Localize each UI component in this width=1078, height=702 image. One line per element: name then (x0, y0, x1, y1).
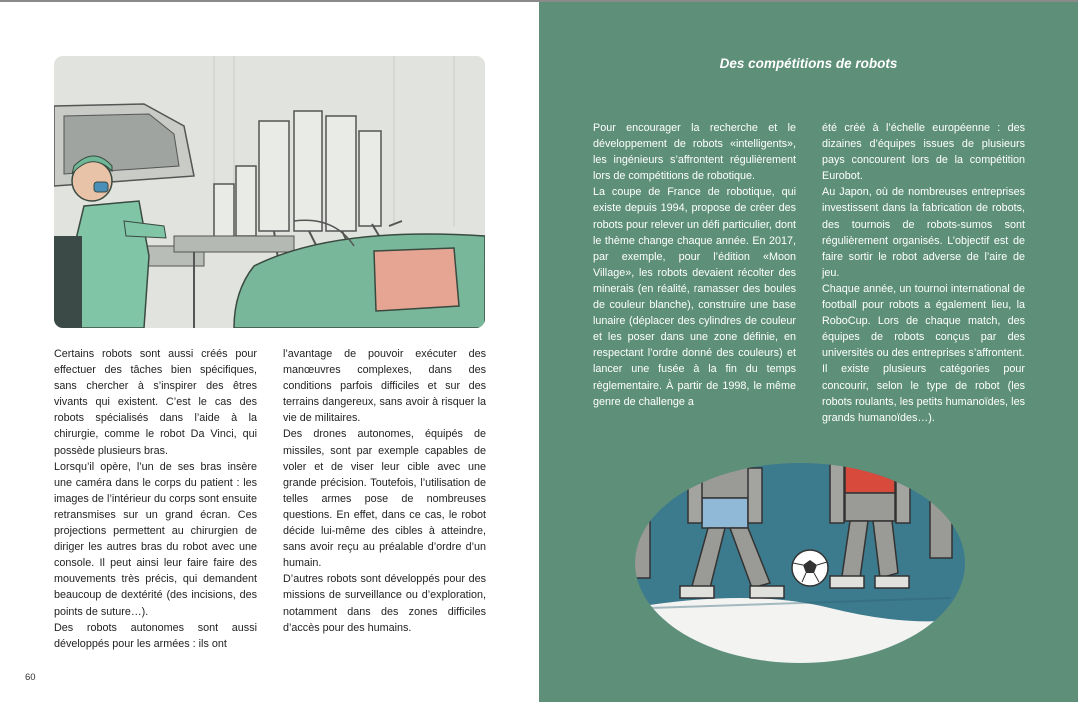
paragraph: Des robots autonomes sont aussi développés pour les armées : ils ont (54, 621, 257, 650)
paragraph: Il existe plusieurs catégories pour concourir, selon le type de robot (les robots roulants, les petits humanoïdes, les grands humanoïdes…). (822, 363, 1025, 424)
paragraph: l’avantage de pouvoir exécuter des manœuvres complexes, dans des conditions parfois difficiles et sur des terrains dangereux, sans avoir à risquer la vie de militaires. (283, 348, 486, 425)
box-title: Des compétitions de robots (719, 56, 898, 71)
paragraph: La coupe de France de robotique, qui existe depuis 1994, propose de créer des robots pour relever un défi particulier, dont le thème change chaque année. En 2017, par exemple, pour l’édition «Moon Village», les robots devaient récolter des minerais (en réalité, ramasser des boules de couleur blanche), construire une base lunaire (déplacer des cylindres de couleur et les poser dans une zone définie, en respectant l’ordre donné des couleurs) et lancer une fusée à la fin du temps règlementaire. À partir de 1998, le même genre de challenge a (593, 186, 796, 408)
paragraph: Lorsqu’il opère, l’un de ses bras insère une caméra dans le corps du patient : les images de l’intérieur du corps sont ensuite retransmises sur un grand écran. Ces projections permettent au chirurgien de diriger les autres bras du robot avec une console. Il peut ainsi leur faire faire des mouvements très précis, qui demandent beaucoup de dextérité (des incisions, des points de suture…). (54, 460, 257, 618)
left-column-2 (283, 346, 486, 636)
box-column-1 (593, 120, 796, 410)
paragraph: Au Japon, où de nombreuses entreprises investissent dans la fabrication de robots, des tournois de robots-sumos sont régulièrement organisés. L’objectif est de faire sortir le robot adverse de l’aire de jeu. (822, 186, 1025, 279)
paragraph: Chaque année, un tournoi international de football pour robots a également lieu, la RoboCup. Lors de chaque match, des équipes de robots conçus par des universités ou des entreprises s’affrontent. (822, 282, 1025, 360)
left-column-1 (54, 346, 257, 652)
paragraph: été créé à l’échelle européenne : des dizaines d’équipes issues de plusieurs pays concourent lors de la compétition Eurobot. (822, 122, 1025, 183)
box-column-2 (822, 120, 1025, 426)
paragraph: D’autres robots sont développés pour des missions de surveillance ou d’exploration, notamment dans des zones difficiles d’accès pour des humains. (283, 573, 486, 634)
page-number: 60 (25, 672, 36, 683)
robot-football-illustration (630, 458, 970, 668)
paragraph: Des drones autonomes, équipés de missiles, sont par exemple capables de voler et de viser leur cible avec une grande précision. Toutefois, l’utilisation de telles armes pose de nombreuses questions. En effet, dans ce cas, le robot décide lui-même des cibles à atteindre, sans avoir reçu au préalable d’ordre d’un humain. (283, 428, 486, 570)
paragraph: Certains robots sont aussi créés pour effectuer des tâches bien spécifiques, sans chercher à s’inspirer des êtres vivants qui existent. C’est le cas des robots spécialisés dans l’aide à la chirurgie, comme le robot Da Vinci, qui possède plusieurs bras. (54, 348, 257, 457)
robotic-surgery-illustration (54, 56, 485, 328)
paragraph: Pour encourager la recherche et le développement de robots «intelligents», les ingénieurs s’affrontent régulièrement lors de compétitions de robotique. (593, 122, 796, 183)
